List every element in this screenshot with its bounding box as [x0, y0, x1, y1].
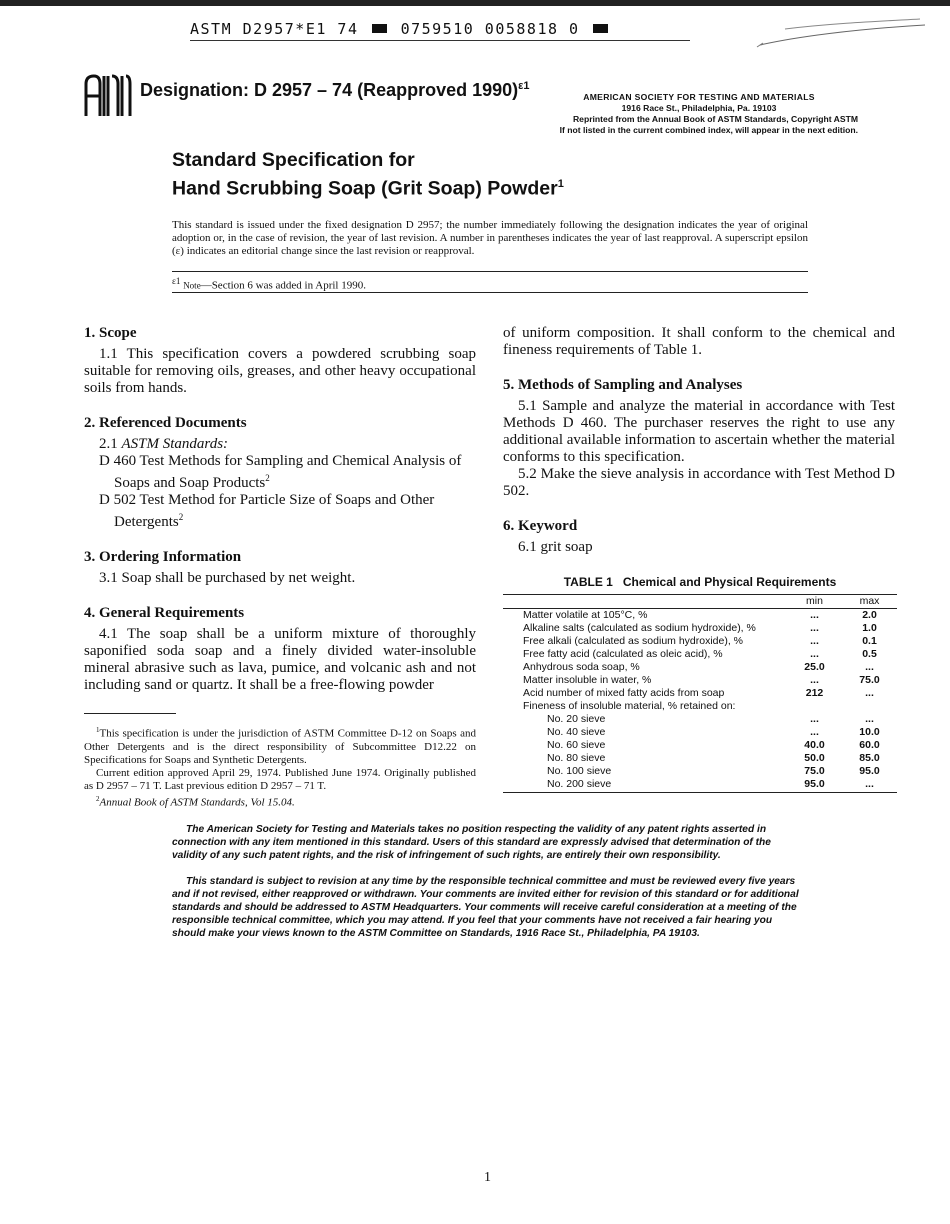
- top-border: [0, 0, 950, 6]
- table-row: [503, 726, 897, 739]
- table-cell-min: ...: [810, 713, 819, 725]
- table-cell-max: ...: [865, 713, 874, 725]
- table-row: [503, 752, 897, 765]
- document-header-code: [190, 20, 690, 41]
- section-heading: 6. Keyword: [503, 518, 578, 534]
- table-cell-label: Matter volatile at 105°C, %: [523, 609, 648, 621]
- title-footnote-mark: 1: [557, 178, 564, 190]
- table-cell-label: No. 20 sieve: [547, 713, 606, 725]
- table-cell-min: ...: [810, 648, 819, 660]
- table-cell-min: ...: [810, 622, 819, 634]
- note-label: Note: [183, 280, 201, 291]
- divider: [172, 271, 808, 272]
- section-heading: 1. Scope: [84, 325, 137, 341]
- footnote: [84, 793, 476, 810]
- table-cell-max: 85.0: [859, 752, 880, 764]
- table-cell-label: Acid number of mixed fatty acids from soap: [523, 687, 725, 699]
- table-header-min: min: [787, 595, 842, 609]
- reference-footnote-mark: 2: [178, 512, 184, 522]
- table-cell-label: No. 100 sieve: [547, 765, 612, 777]
- table-row: [503, 739, 897, 752]
- table-cell-max: ...: [842, 778, 897, 793]
- note-text: —Section 6 was added in April 1990.: [200, 279, 366, 292]
- designation-superscript: ε1: [518, 80, 530, 92]
- footnote-divider: [84, 713, 176, 714]
- revision-notice: This standard is subject to revision at any time by the responsible technical committee and must be reviewed every five years and if not revised, either reapproved or withdrawn. Your comments are invited either for revision of this standard or for additional standards and should be addressed to ASTM Headquarters. Your comments will receive careful consideration at a meeting of the responsible technical committee, which you may attend. If you feel that your comments have not received a fair hearing you should make your views known to the ASTM Committee on Standards, 1916 Race St., Philadelphia, PA 19103.: [172, 876, 799, 939]
- astm-logo-icon: [82, 72, 132, 120]
- table-cell-max: 95.0: [859, 765, 880, 777]
- table-cell-min: ...: [810, 609, 819, 621]
- table-number: TABLE 1: [563, 575, 613, 589]
- table-cell-max: 1.0: [862, 622, 877, 634]
- publisher-name: AMERICAN SOCIETY FOR TESTING AND MATERIALS: [583, 92, 815, 102]
- table-cell-label: Free fatty acid (calculated as oleic acid), %: [523, 648, 723, 660]
- table-cell-max: ...: [865, 687, 874, 699]
- table-cell-min: 40.0: [804, 739, 825, 751]
- subsection-number: 2.1: [99, 436, 118, 452]
- table-title: Chemical and Physical Requirements: [622, 575, 837, 589]
- table-row: [503, 700, 897, 713]
- reference-item: [84, 492, 476, 531]
- paragraph: 3.1 Soap shall be purchased by net weight.: [99, 570, 356, 586]
- reference-item: [84, 453, 476, 492]
- table-cell-label: No. 40 sieve: [547, 726, 606, 738]
- table-header-max: max: [842, 595, 897, 609]
- patent-notice: The American Society for Testing and Materials takes no position respecting the validity of any patent rights asserted in connection with any item mentioned in this standard. Users of this standard are expressly advised that determination of the validity of any such patent rights, and the risk of infringement of such rights, are entirely their own responsibility.: [172, 824, 771, 861]
- paragraph: 4.1 The soap shall be a uniform mixture of thoroughly saponified soda soap and a finely divided water-insoluble mineral abrasive such as lava, pumice, and volcanic ash and not including sand or quartz. It shall be a free-flowing powder: [84, 626, 476, 693]
- header-code-part2: 0759510 0058818 0: [400, 20, 580, 38]
- publisher-address: 1916 Race St., Philadelphia, Pa. 19103: [621, 103, 777, 113]
- table-cell-label: Anhydrous soda soap, %: [523, 661, 640, 673]
- table-cell-min: 95.0: [787, 778, 842, 793]
- paragraph: 5.2 Make the sieve analysis in accordance with Test Method D 502.: [503, 466, 895, 499]
- editorial-note: [172, 276, 808, 292]
- footnote-mark: 1: [96, 726, 100, 734]
- title-line-2: Hand Scrubbing Soap (Grit Soap) Powder: [172, 177, 558, 200]
- table-caption: [503, 575, 897, 589]
- right-column: [503, 325, 895, 556]
- designation: [140, 80, 529, 101]
- table-cell-min: ...: [810, 635, 819, 647]
- table-cell-max: 0.1: [862, 635, 877, 647]
- left-column: [84, 325, 476, 694]
- handwritten-scribble: [755, 15, 935, 55]
- divider: [172, 292, 808, 293]
- intro-paragraph: This standard is issued under the fixed designation D 2957; the number immediately following the designation indicates the year of original adoption or, in the case of revision, the year of last revision. A number in parentheses indicates the year of last reapproval. A superscript epsilon (ε) indicates an editorial change since the last revision or reapproval.: [172, 219, 808, 257]
- table-row: [503, 765, 897, 778]
- table-cell-max: 0.5: [862, 648, 877, 660]
- table-cell-min: 212: [805, 687, 824, 699]
- table-cell-label: No. 60 sieve: [547, 739, 606, 751]
- table-cell-max: [842, 700, 897, 713]
- table-cell-min: 25.0: [804, 661, 825, 673]
- publisher-block: [540, 92, 858, 136]
- paragraph: 6.1 grit soap: [518, 539, 593, 555]
- table-cell-label: No. 200 sieve: [503, 778, 787, 793]
- reprint-notice: Reprinted from the Annual Book of ASTM Standards, Copyright ASTM: [572, 114, 858, 124]
- requirements-table: [503, 575, 897, 793]
- table-row: [503, 713, 897, 726]
- block-mark: [593, 24, 608, 33]
- paragraph: [84, 436, 476, 453]
- table-row: [503, 622, 897, 635]
- table-cell-min: 75.0: [804, 765, 825, 777]
- table-row: [503, 687, 897, 700]
- table-row: [503, 635, 897, 648]
- section-heading: 5. Methods of Sampling and Analyses: [503, 377, 743, 393]
- reference-text: D 502 Test Method for Particle Size of Soaps and Other Detergents: [99, 492, 435, 530]
- paragraph: 5.1 Sample and analyze the material in accordance with Test Methods D 460. The purchaser reserves the right to use any additional available information to ascertain whether the material conforms to this specification.: [503, 398, 895, 465]
- table-row: [503, 778, 897, 793]
- table-cell-label: Free alkali (calculated as sodium hydroxide), %: [523, 635, 744, 647]
- footnote: [84, 724, 476, 767]
- reference-text: D 460 Test Methods for Sampling and Chemical Analysis of Soaps and Soap Products: [99, 453, 462, 491]
- section-heading: 2. Referenced Documents: [84, 415, 247, 431]
- table-cell-min: [787, 700, 842, 713]
- block-mark: [372, 24, 387, 33]
- paragraph: of uniform composition. It shall conform to the chemical and fineness requirements of Table 1.: [503, 325, 895, 358]
- footnote-mark: 2: [96, 794, 100, 803]
- section-heading: 4. General Requirements: [84, 605, 245, 621]
- table-header-blank: [503, 595, 787, 609]
- table-cell-max: ...: [865, 661, 874, 673]
- table-cell-min: ...: [810, 726, 819, 738]
- document-title: [172, 148, 564, 201]
- table-cell-label: Matter insoluble in water, %: [523, 674, 652, 686]
- title-line-1: Standard Specification for: [172, 149, 415, 171]
- reference-footnote-mark: 2: [265, 473, 270, 483]
- table-row: [503, 661, 897, 674]
- footnote-text: This specification is under the jurisdiction of ASTM Committee D-12 on Soaps and Other Detergents and is the direct responsibility of Subcommittee D12.22 on Specifications for Soaps and Synthetic Detergents.: [84, 727, 476, 766]
- table-cell-max: 60.0: [859, 739, 880, 751]
- table-cell-max: 75.0: [859, 674, 880, 686]
- footnote-edition: Current edition approved April 29, 1974. Published June 1974. Originally published as D 2957 – 71 T. Last previous edition D 2957 – 71 T.: [84, 766, 476, 792]
- footnote-text: Annual Book of ASTM Standards, Vol 15.04.: [99, 796, 295, 809]
- table-cell-max: 2.0: [862, 609, 877, 621]
- table-row: [503, 674, 897, 687]
- index-notice: If not listed in the current combined index, will appear in the next edition.: [559, 125, 858, 135]
- subsection-label: ASTM Standards:: [121, 436, 229, 452]
- table-cell-min: ...: [810, 674, 819, 686]
- table-cell-max: 10.0: [859, 726, 880, 738]
- page-number: 1: [484, 1170, 491, 1185]
- paragraph: 1.1 This specification covers a powdered scrubbing soap suitable for removing oils, greases, and other heavy occupational soils from hands.: [84, 346, 476, 396]
- section-heading: 3. Ordering Information: [84, 549, 242, 565]
- table-cell-label: No. 80 sieve: [547, 752, 606, 764]
- table-cell-min: 50.0: [804, 752, 825, 764]
- legal-notices: [172, 823, 808, 953]
- designation-text: Designation: D 2957 – 74 (Reapproved 1990): [140, 80, 519, 100]
- table-cell-label: Fineness of insoluble material, % retained on:: [523, 700, 736, 712]
- table-cell-label: Alkaline salts (calculated as sodium hydroxide), %: [523, 622, 756, 634]
- note-mark: ε1: [172, 276, 181, 286]
- footnotes: [84, 724, 476, 809]
- table-row: [503, 648, 897, 661]
- table-row: [503, 609, 897, 623]
- header-code-part1: ASTM D2957*E1 74: [190, 20, 359, 38]
